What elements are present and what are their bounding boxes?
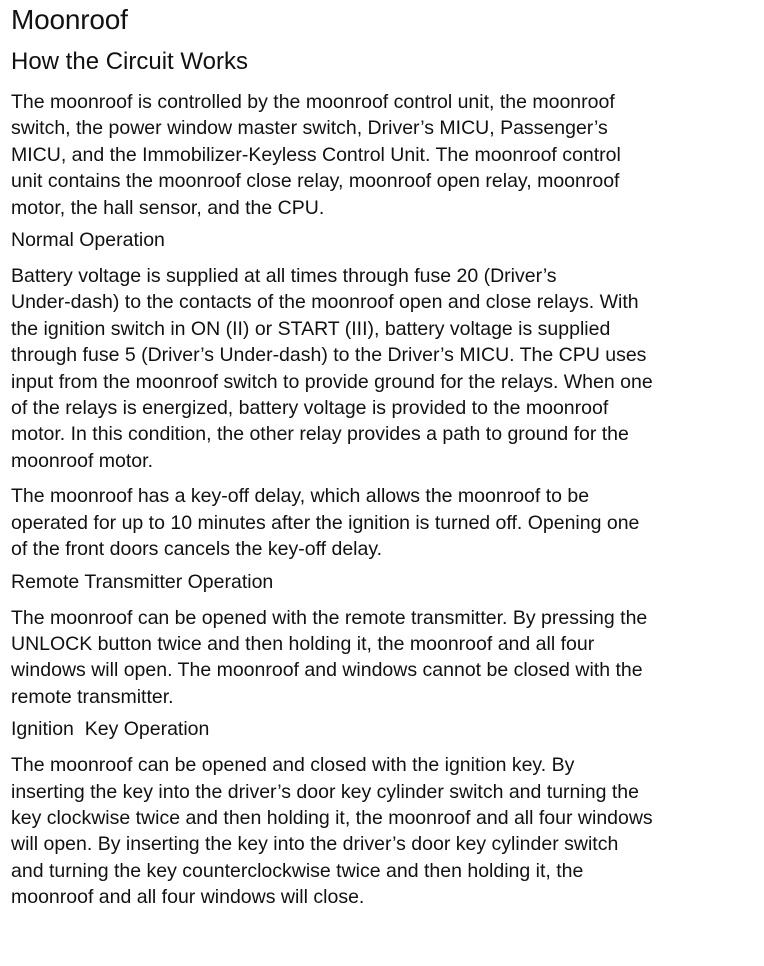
section-heading-remote-transmitter-operation: Remote Transmitter Operation: [11, 570, 274, 593]
page-subtitle: How the Circuit Works: [11, 48, 248, 75]
section-heading-normal-operation: Normal Operation: [11, 229, 165, 252]
intro-paragraph: The moonroof is controlled by the moonroof control unit, the moonroof switch, the power window master switch, Driver’s MICU, Passenger’s MICU, and the Immobilizer-Keyless Control Unit. The moonroof control unit contains the moonroof close relay, moonroof open relay, moonroof motor, the hall sensor, and the CPU.: [11, 91, 621, 219]
remote-transmitter-paragraph: The moonroof can be opened with the remote transmitter. By pressing the UNLOCK button twice and then holding it, the moonroof and all four windows will open. The moonroof and windows cannot be closed with the remote transmitter.: [11, 606, 648, 708]
ignition-key-paragraph: The moonroof can be opened and closed with the ignition key. By inserting the key into the driver’s door key cylinder switch and turning the key clockwise twice and then holding it, the moonroof and all four windows will open. By inserting the key into the driver’s door key cylinder switch and turning the key counterclockwise twice and then holding it, the moonroof and all four windows will close.: [11, 754, 653, 909]
normal-operation-paragraph-2: The moonroof has a key-off delay, which allows the moonroof to be operated for up to 10 minutes after the ignition is turned off. Opening one of the front doors cancels the key-off delay.: [11, 485, 640, 561]
normal-operation-paragraph-1: Battery voltage is supplied at all times through fuse 20 (Driver’s Under-dash) to the contacts of the moonroof open and close relays. With the ignition switch in ON (II) or START (III), battery voltage is supplied through fuse 5 (Driver’s Under-dash) to the Driver’s MICU. The CPU uses input from the moonroof switch to provide ground for the relays. When one of the relays is energized, battery voltage is provided to the moonroof motor. In this condition, the other relay provides a path to ground for the moonroof motor.: [11, 265, 653, 472]
page-title: Moonroof: [11, 4, 128, 35]
section-heading-ignition-key-operation: Ignition Key Operation: [11, 718, 210, 741]
